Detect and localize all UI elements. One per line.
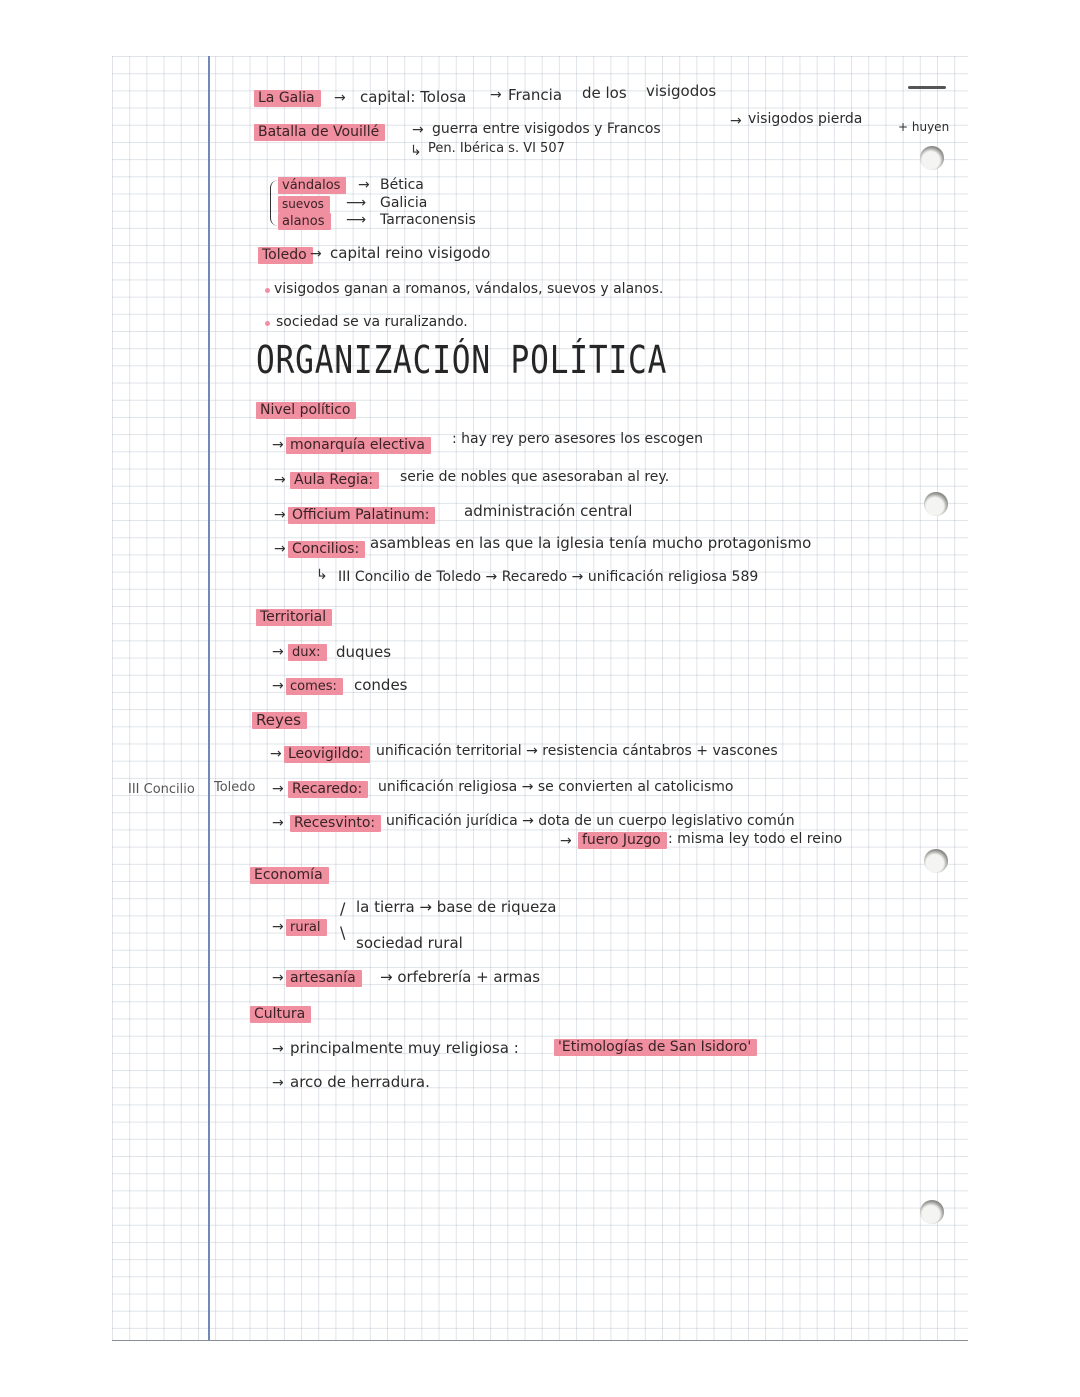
reyes-key: Recesvinto:	[290, 815, 381, 832]
territorial-key: comes:	[286, 678, 343, 695]
nivel-sub: III Concilio de Toledo → Recaredo → unificación religiosa 589	[338, 569, 759, 585]
cultura-line1: principalmente muy religiosa :	[290, 1039, 519, 1057]
vouille-result: visigodos pierda	[748, 111, 863, 127]
cultura-line2: arco de herradura.	[290, 1073, 430, 1091]
nivel-text: serie de nobles que asesoraban al rey.	[400, 469, 670, 485]
economia-rural: rural	[286, 919, 327, 936]
vouille-guerra: guerra entre visigodos y Francos	[432, 121, 661, 137]
arrow-icon: →	[560, 833, 572, 849]
pueblo-dest: Tarraconensis	[380, 212, 476, 228]
reyes-key: Recaredo:	[288, 781, 368, 798]
section-economia-label: Economía	[250, 867, 329, 884]
pueblo-dest: Galicia	[380, 195, 428, 211]
territorial-key: dux:	[288, 644, 327, 661]
toledo-label: Toledo	[258, 247, 313, 264]
pueblo-label: alanos	[278, 213, 331, 230]
arrow-icon: ⟶	[346, 195, 367, 211]
arrow-icon: ⟶	[346, 212, 367, 228]
cultura-etimologias: 'Etimologías de San Isidoro'	[554, 1039, 757, 1056]
arrow-icon: →	[274, 541, 286, 557]
arrow-icon: →	[412, 122, 424, 138]
arrow-icon: →	[334, 90, 346, 106]
arrow-icon: →	[272, 919, 284, 935]
binder-hole	[924, 849, 948, 873]
galia-de-los: de los	[582, 84, 627, 102]
economia-rural-b: sociedad rural	[356, 934, 463, 952]
pueblo-label: vándalos	[278, 177, 346, 194]
binder-hole	[924, 492, 948, 516]
bullet-text: sociedad se va ruralizando.	[276, 314, 468, 330]
binder-hole	[920, 1200, 944, 1224]
economia-artesania-text: → orfebrería + armas	[380, 968, 541, 986]
nivel-key: Concilios:	[288, 541, 365, 558]
nivel-text: asambleas en las que la iglesia tenía mucho protagonismo	[370, 534, 812, 552]
arrow-icon: →	[272, 437, 284, 453]
reyes-text: unificación religiosa → se convierten al catolicismo	[378, 779, 734, 795]
arrow-icon: →	[274, 472, 286, 488]
economia-rural-a: la tierra → base de riqueza	[356, 898, 557, 916]
arrow-icon: →	[272, 815, 284, 831]
nivel-key: Aula Regia:	[290, 472, 379, 489]
bullet-dot-icon	[265, 321, 270, 326]
brace-glyph: /	[340, 899, 346, 918]
page-title: ORGANIZACIÓN POLÍTICA	[256, 338, 668, 382]
arrow-icon: →	[272, 1075, 284, 1091]
bullet-text: visigodos ganan a romanos, vándalos, suevos y alanos.	[274, 281, 664, 297]
galia-visigodos: visigodos	[646, 82, 717, 100]
side-note: III Concilio	[128, 782, 195, 797]
arrow-icon: →	[272, 644, 284, 660]
arrow-icon: →	[272, 781, 284, 797]
arrow-icon: →	[272, 970, 284, 986]
section-cultura-label: Cultura	[250, 1006, 311, 1023]
margin-line	[208, 56, 210, 1340]
fuero-key: fuero Juzgo	[578, 832, 667, 849]
arrow-icon: →	[272, 678, 284, 694]
pueblo-dest: Bética	[380, 177, 424, 193]
territorial-text: duques	[336, 643, 392, 661]
nivel-text: : hay rey pero asesores los escogen	[452, 431, 704, 447]
galia-capital: capital: Tolosa	[360, 88, 467, 106]
vouille-label: Batalla de Vouillé	[254, 124, 385, 141]
side-note: Toledo	[214, 780, 256, 795]
reyes-key: Leovigildo:	[284, 746, 370, 763]
reyes-text: unificación territorial → resistencia cántabros + vascones	[376, 743, 778, 759]
corner-arrow-icon: ↳	[410, 143, 422, 159]
arrow-icon: →	[730, 113, 742, 129]
arrow-icon: →	[272, 1041, 284, 1057]
section-territorial-label: Territorial	[256, 609, 332, 626]
notebook-sheet	[112, 56, 968, 1341]
brace-glyph: \	[340, 923, 346, 942]
arrow-icon: →	[310, 246, 322, 262]
economia-artesania: artesanía	[286, 970, 362, 987]
territorial-text: condes	[354, 676, 408, 694]
arrow-icon: →	[490, 87, 502, 103]
vouille-sub: Pen. Ibérica s. VI 507	[428, 141, 565, 156]
binder-hole	[920, 146, 944, 170]
fuero-text: : misma ley todo el reino	[668, 831, 843, 847]
arrow-icon: →	[270, 746, 282, 762]
corner-mark	[908, 86, 946, 89]
vouille-huyen: + huyen	[898, 120, 950, 134]
nivel-key: Officium Palatinum:	[288, 507, 435, 524]
galia-francia: Francia	[508, 86, 563, 104]
bullet-dot-icon	[265, 288, 270, 293]
arrow-icon: →	[274, 507, 286, 523]
pueblo-label: suevos	[278, 196, 330, 213]
corner-arrow-icon: ↳	[316, 567, 328, 583]
reyes-text: unificación jurídica → dota de un cuerpo legislativo común	[386, 813, 795, 829]
galia-label: La Galia	[254, 90, 321, 107]
section-reyes-label: Reyes	[252, 712, 307, 729]
nivel-text: administración central	[464, 502, 633, 520]
section-nivel-label: Nivel político	[256, 402, 356, 419]
toledo-text: capital reino visigodo	[330, 244, 491, 262]
nivel-key: monarquía electiva	[286, 437, 431, 454]
arrow-icon: →	[358, 177, 370, 193]
